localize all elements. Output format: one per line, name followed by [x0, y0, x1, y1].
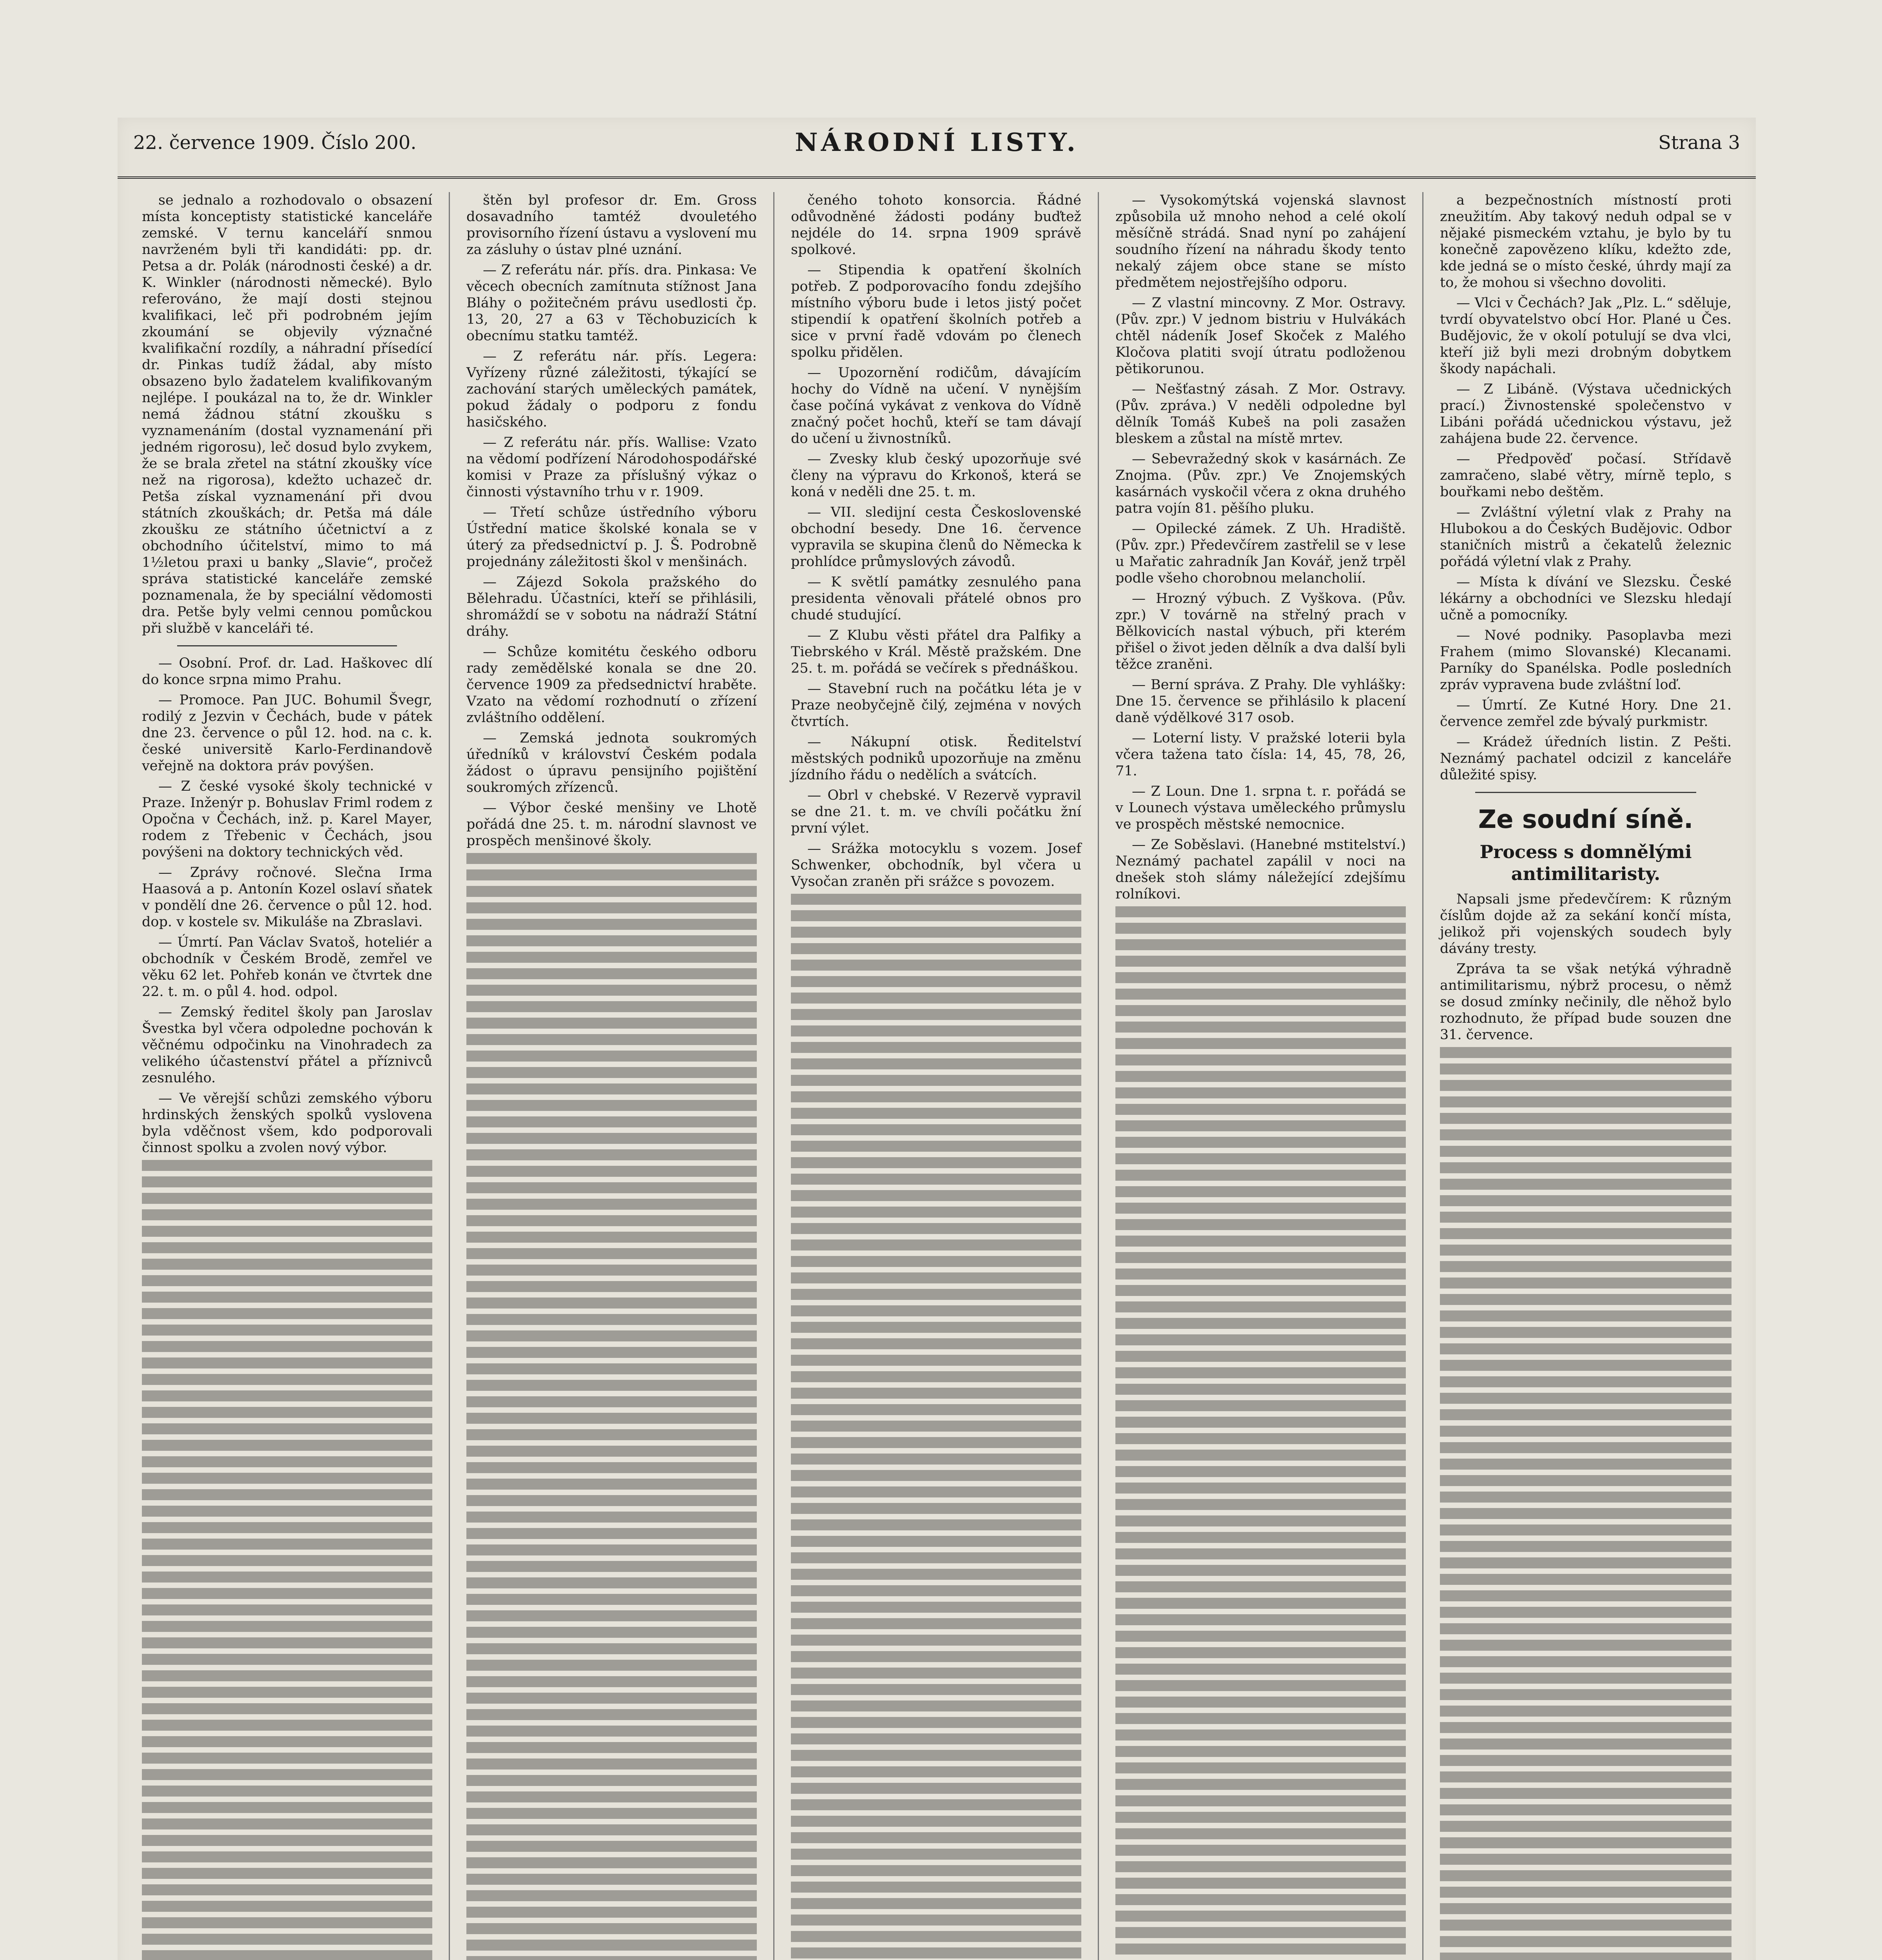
article-heading: Process s domnělými antimilitaristy.	[1479, 841, 1692, 884]
column-4	[1099, 192, 1423, 1960]
column-1	[125, 192, 450, 1960]
column-5	[1423, 192, 1748, 1960]
text-block	[1440, 1047, 1732, 1960]
paragraph: — Upozornění rodičům, dávajícím hochy do Vídně na učení. V nynějším čase počíná vykávat z venkova do Vídně značný počet hochů, kteří se tam dávají do učení u živnostníků.	[791, 365, 1081, 446]
paragraph: — Úmrtí. Ze Kutné Hory. Dne 21. července zemřel zde bývalý purkmistr.	[1440, 697, 1732, 730]
paragraph: — Ve věrejší schůzi zemského výboru hrdinských ženských spolků vyslovena byla vděčnost všem, kdo podporovali činnost spolku a zvolen nový výbor.	[142, 1091, 432, 1156]
paragraph: se jednalo a rozhodovalo o obsazení místa konceptisty statistické kanceláře zemské. V ternu kanceláří snmou navrženém byli tři kandidáti: pp. dr. Petsa a dr. Polák (národnosti české) a dr. K. Winkler (národnosti německé). Bylo referováno, že mají dosti stejnou kvalifikaci, leč při podrobném jejím zkoumání se objevily význačné kvalifikační rozdíly, a náhradní přísedící dr. Pinkas tudíž žádal, aby místo obsazeno bylo žadatelem kvalifikovaným nejlépe. I poukázal na to, že dr. Winkler nemá žádnou státní zkoušku s vyznamenáním (dostal vyznamenání při jedném rigorosu), leč dosud bylo zvykem, že se brala zřetel na státní zkoušky více než na rigorosa), kdežto uchazeč dr. Petša získal vyznamenání při dvou státních zkouškách; dr. Petša má dále zkoušku ze státního účetnictví a z obchodního účitelství, mimo to má 1½letou praxi u banky „Slavie“, pročež správa statistické kanceláře zemské poznamenala, že by speciální vědomosti dra. Petše byly velmi cennou pomůckou při službě v kanceláři té.	[142, 192, 432, 636]
text-block	[466, 853, 757, 1960]
paragraph: — Zvesky klub český upozorňuje své členy na výpravu do Krkonoš, která se koná v neděli dne 25. t. m.	[791, 451, 1081, 500]
masthead	[118, 118, 1756, 179]
newspaper-title: NÁRODNÍ LISTY.	[795, 128, 1079, 157]
paragraph: — Z Loun. Dne 1. srpna t. r. pořádá se v Lounech výstava uměleckého průmyslu ve prospěch městské nemocnice.	[1115, 784, 1406, 832]
paragraph: — Z Klubu věsti přátel dra Palfiky a Tiebrského v Král. Městě pražském. Dne 25. t. m. pořádá se večírek s přednáškou.	[791, 628, 1081, 676]
paragraph: — Z vlastní mincovny. Z Mor. Ostravy. (Pův. zpr.) V jednom bistriu v Hulvákách chtěl nádeník Josef Skoček z Malého Kločova platiti svojí útratu podloženou pětikorunou.	[1115, 295, 1406, 377]
paragraph: — Z české vysoké školy technické v Praze. Inženýr p. Bohuslav Friml rodem z Opočna v Čechách, inž. p. Karel Mayer, rodem z Třebenic v Čechách, jsou povýšeni na doktory technických věd.	[142, 779, 432, 860]
paragraph: — Zemský ředitel školy pan Jaroslav Švestka byl včera odpoledne pochován k věčnému odpočinku na Vinohradech za velikého účastenství přátel a příznivců zesnulého.	[142, 1004, 432, 1086]
text-block	[1115, 906, 1406, 1960]
paragraph: — Úmrtí. Pan Václav Svatoš, hoteliér a obchodník v Českém Brodě, zemřel ve věku 62 let. Pohřeb konán ve čtvrtek dne 22. t. m. o půl 4. hod. odpol.	[142, 935, 432, 1000]
paragraph: — Promoce. Pan JUC. Bohumil Švegr, rodilý z Jezvin v Čechách, bude v pátek dne 23. července o půl 12. hod. na c. k. české universitě Karlo-Ferdinandově veřejně na doktora práv povýšen.	[142, 692, 432, 774]
paragraph: — Berní správa. Z Prahy. Dle vyhlášky: Dne 15. července se přihlásilo k placení daně výdělkové 317 osob.	[1115, 677, 1406, 726]
paragraph: Zpráva ta se však netýká výhradně antimilitarismu, nýbrž procesu, o němž se dosud zmínky nečinily, dle něhož bylo rozhodnuto, že případ bude souzen dne 31. července.	[1440, 961, 1732, 1043]
paragraph: čeného tohoto konsorcia. Řádné odůvodněné žádosti podány buďtež nejdéle do 14. srpna 1909 správě spolkové.	[791, 192, 1081, 258]
paragraph: — K světlí památky zesnulého pana presidenta věnovali přátelé obnos pro chudé studující.	[791, 574, 1081, 623]
paragraph: — Ze Soběslavi. (Hanebné mstitelství.) Neznámý pachatel zapálil v noci na dnešek stoh slámy náležející zdejšímu rolníkovi.	[1115, 837, 1406, 902]
divider	[177, 645, 397, 646]
paragraph: — Z referátu nár. přís. Legera: Vyřízeny různé záležitosti, týkající se zachování starých uměleckých památek, pokud žádaly o podporu z fondu hasičského.	[466, 348, 757, 430]
paragraph: — Třetí schůze ústředního výboru Ústřední matice školské konala se v úterý za předsednictví p. J. Š. Podrobně projednány záležitosti škol v menšinách.	[466, 505, 757, 570]
article-columns	[125, 192, 1748, 1960]
paragraph: štěn byl profesor dr. Em. Gross dosavadního tamtéž dvouletého provisorního řízení ústavu a vyslovení mu za zásluhy o ústav plné uznání.	[466, 192, 757, 258]
paragraph: — Z referátu nár. přís. dra. Pinkasa: Ve věcech obecních zamítnuta stížnost Jana Bláhy o požitečném právu usedlosti čp. 13, 20, 27 a 63 v Těchobuzicích k obecnímu statku tamtéž.	[466, 262, 757, 344]
paragraph: — Zemská jednota soukromých úředníků v království Českém podala žádost o úpravu pensijního pojištění soukromých zřízenců.	[466, 730, 757, 795]
paragraph: — Předpověď počasí. Střídavě zamračeno, slabé větry, mírně teplo, s bouřkami nebo deštěm.	[1440, 451, 1732, 500]
paragraph: — Vysokomýtská vojenská slavnost způsobila už mnoho nehod a celé okolí měsíčně strádá. Snad nyní po zahájení soudního řízení na náhradu škody tento nekalý zájem obce stane se místo předmětem nejostřejšího odporu.	[1115, 192, 1406, 290]
paragraph: — Místa k dívání ve Slezsku. České lékárny a obchodníci ve Slezsku hledají učně a pomocníky.	[1440, 574, 1732, 623]
paragraph: — Hrozný výbuch. Z Vyškova. (Pův. zpr.) V továrně na střelný prach v Bělkovicích nastal výbuch, při kterém přišel o život jeden dělník a dva další byli těžce zraněni.	[1115, 591, 1406, 672]
paragraph: — Nákupní otisk. Ředitelství městských podniků upozorňuje na změnu jízdního řádu o nedělích a svátcích.	[791, 734, 1081, 783]
paragraph: — Vlci v Čechách? Jak „Plz. L.“ sděluje, tvrdí obyvatelstvo obcí Hor. Plané u Čes. Budějovic, že v okolí potulují se dva vlci, kteří již byli mezi drobným dobytkem škody napáchali.	[1440, 295, 1732, 377]
paragraph: — Výbor české menšiny ve Lhotě pořádá dne 25. t. m. národní slavnost ve prospěch menšinové školy.	[466, 800, 757, 849]
paragraph: — Zájezd Sokola pražského do Bělehradu. Účastníci, kteří se přihlásili, shromáždí se v sobotu na nádraží Státní dráhy.	[466, 574, 757, 639]
issue-date: 22. července 1909. Číslo 200.	[133, 132, 417, 154]
paragraph: a bezpečnostních místností proti zneužitím. Aby takový neduh odpal se v nějaké pismeckém vztahu, je bylo by tu konečně zapovězeno klíku, kdežto zde, kde jedná se o místo české, úhrdy mají za to, že mohou si všechno dovoliti.	[1440, 192, 1732, 290]
paragraph: — Krádež úředních listin. Z Pešti. Neznámý pachatel odcizil z kanceláře důležité spisy.	[1440, 734, 1732, 783]
paragraph: — Obrl v chebské. V Rezervě vypravil se dne 21. t. m. ve chvíli počátku žní první výlet.	[791, 788, 1081, 836]
paragraph: — Sebevražedný skok v kasárnách. Ze Znojma. (Pův. zpr.) Ve Znojemských kasárnách vyskočil včera z okna druhého patra vojín 81. pěšího pluku.	[1115, 451, 1406, 516]
section-heading: Ze soudní síně.	[1478, 805, 1693, 834]
paragraph: — Loterní listy. V pražské loterii byla včera tažena tato čísla: 14, 45, 78, 26, 71.	[1115, 730, 1406, 779]
paragraph: — Srážka motocyklu s vozem. Josef Schwenker, obchodník, byl včera u Vysočan zraněn při srážce s povozem.	[791, 841, 1081, 889]
newspaper-page	[118, 118, 1756, 1960]
paragraph: — Schůze komitétu českého odboru rady zemědělské konala se dne 20. července 1909 za předsednictví hraběte. Vzato na vědomí rozhodnutí o zřízení zvláštního oddělení.	[466, 644, 757, 726]
paragraph: — Stipendia k opatření školních potřeb. Z podporovacího fondu zdejšího místního výboru bude i letos jistý počet stipendií k opatření školních potřeb a sice v první řadě vdovám po členech spolku přidělen.	[791, 262, 1081, 360]
divider	[1475, 792, 1696, 793]
page-number: Strana 3	[1658, 132, 1740, 154]
text-block	[791, 894, 1081, 1960]
paragraph: — Z Libáně. (Výstava učednických prací.) Živnostenské společenstvo v Libáni pořádá učednickou výstavu, jež zahájena bude 22. července.	[1440, 381, 1732, 446]
paragraph: — VII. sledijní cesta Československé obchodní besedy. Dne 16. července vypravila se skupina členů do Německa k prohlídce průmyslových závodů.	[791, 505, 1081, 570]
paragraph: — Opilecké zámek. Z Uh. Hradiště. (Pův. zpr.) Předevčírem zastřelil se v lese u Mařatic zahradník Jan Kovář, jenž trpěl podle všeho chorobnou melancholií.	[1115, 521, 1406, 586]
paragraph: — Zprávy ročnové. Slečna Irma Haasová a p. Antonín Kozel oslaví sňatek v pondělí dne 26. července o půl 12. hod. dop. v kostele sv. Mikuláše na Zbraslavi.	[142, 865, 432, 930]
paragraph: — Nové podniky. Pasoplavba mezi Frahem (mimo Slovanské) Klecanami. Parníky do Spanélska. Podle posledních zpráv vypravena bude zvláštní loď.	[1440, 628, 1732, 693]
paragraph: — Nešťastný zásah. Z Mor. Ostravy. (Pův. zpráva.) V neděli odpoledne byl dělník Tomáš Kubeš na poli zasažen bleskem a zůstal na místě mrtev.	[1115, 381, 1406, 446]
text-block	[142, 1160, 432, 1960]
paragraph: — Stavební ruch na počátku léta je v Praze neobyčejně čilý, zejména v nových čtvrtích.	[791, 681, 1081, 730]
column-3	[774, 192, 1099, 1960]
paragraph: — Osobní. Prof. dr. Lad. Haškovec dlí do konce srpna mimo Prahu.	[142, 655, 432, 688]
paragraph: Napsali jsme předevčírem: K různým číslům dojde až za sekání končí místa, jelikož při vojenských soudech byly dávány tresty.	[1440, 891, 1732, 956]
paragraph: — Z referátu nár. přís. Wallise: Vzato na vědomí podřízení Národohospodářské komisi v Praze za příslušný výkaz o činnosti výstavního trhu v r. 1909.	[466, 435, 757, 500]
column-2	[450, 192, 774, 1960]
paragraph: — Zvláštní výletní vlak z Prahy na Hlubokou a do Českých Budějovic. Odbor staničních mistrů a čekatelů železnic pořádá výletní vlak z Prahy.	[1440, 505, 1732, 570]
